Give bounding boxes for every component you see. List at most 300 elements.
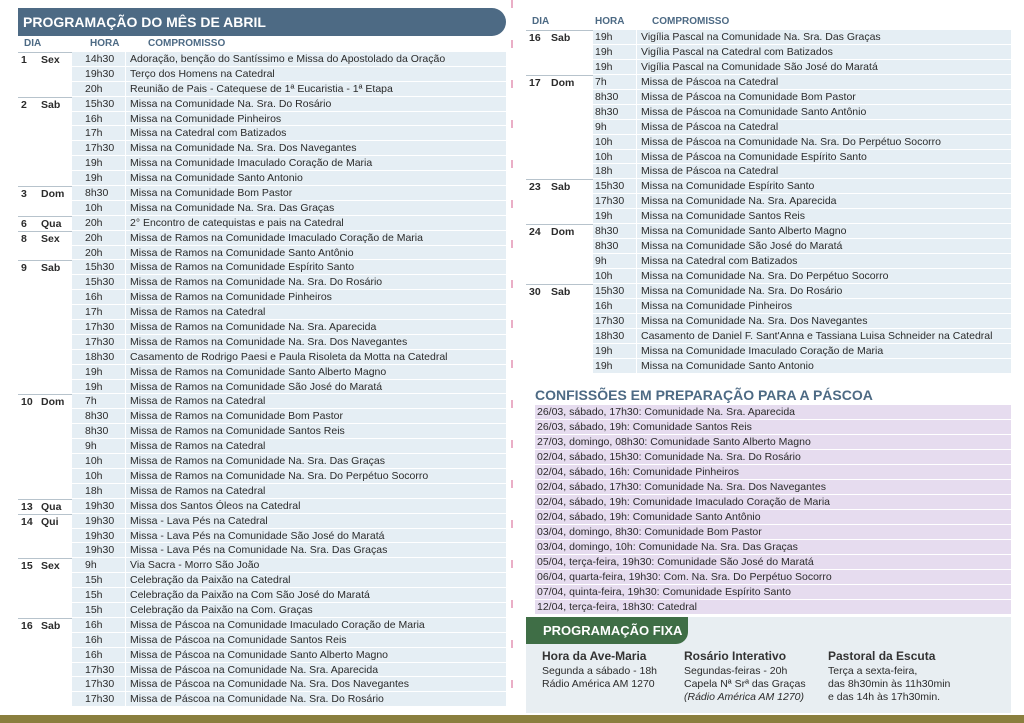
time-cell: 19h [72,156,125,171]
event-cell: Missa na Comunidade Santo Antonio [126,171,506,186]
event-cell: Missa na Comunidade Na. Sra. Dos Navegantes [637,314,1011,329]
day-number [18,67,38,82]
schedule-row [526,299,1011,314]
event-cell: Missa de Ramos na Comunidade Na. Sra. Das Graças [126,454,506,469]
day-name [548,299,593,314]
day-number: 23 [526,179,548,194]
time-cell: 16h [72,618,125,633]
event-cell: Casamento de Daniel F. Sant'Anna e Tassiana Luisa Schneider na Catedral [637,329,1011,344]
time-cell: 16h [72,633,125,648]
schedule-row [526,179,1011,194]
day-number [18,469,38,484]
time-cell: 10h [72,469,125,484]
event-cell: Missa de Páscoa na Comunidade Santo Alberto Magno [126,648,506,663]
confissao-item: 02/04, sábado, 16h: Comunidade Pinheiros [535,465,1011,480]
event-cell: Missa - Lava Pés na Comunidade São José do Maratá [126,529,506,544]
schedule-row [18,52,506,67]
confissao-item: 06/04, quarta-feira, 19h30: Com. Na. Sra. Do Perpétuo Socorro [535,570,1011,585]
schedule-row [526,120,1011,135]
day-name: Sab [38,260,72,275]
day-name [548,105,593,120]
schedule-row [526,224,1011,239]
confissao-item: 26/03, sábado, 19h: Comunidade Santos Reis [535,420,1011,435]
schedule-row [18,469,506,484]
day-name [548,60,593,75]
schedule-row [18,231,506,246]
day-name [38,573,72,588]
day-name [548,164,593,179]
time-cell: 16h [72,290,125,305]
confissao-item: 07/04, quinta-feira, 19h30: Comunidade Espírito Santo [535,585,1011,600]
event-cell: Missa de Ramos na Comunidade São José do Maratá [126,380,506,395]
day-number: 2 [18,97,38,112]
day-number [18,529,38,544]
time-cell: 20h [72,82,125,97]
day-number: 9 [18,260,38,275]
schedule-row [526,239,1011,254]
day-number [526,269,548,284]
time-cell: 15h [72,603,125,618]
day-number: 17 [526,75,548,90]
day-name [38,409,72,424]
schedule-row [526,30,1011,45]
event-cell: Missa de Páscoa na Comunidade Imaculado Coração de Maria [126,618,506,633]
event-cell: Casamento de Rodrigo Paesi e Paula Risoleta da Motta na Catedral [126,350,506,365]
event-cell: Missa na Comunidade Imaculado Coração de Maria [126,156,506,171]
confissao-item: 05/04, terça-feira, 19h30: Comunidade São José do Maratá [535,555,1011,570]
schedule-row [18,365,506,380]
fixa-col-title: Rosário Interativo [684,649,787,663]
time-cell: 18h30 [72,350,125,365]
day-name: Sex [38,558,72,573]
day-number [526,60,548,75]
day-number [18,663,38,678]
header-compromisso: COMPROMISSO [652,16,730,27]
right-rows [526,30,1011,374]
day-number [18,275,38,290]
day-name [38,305,72,320]
schedule-row [18,275,506,290]
time-cell: 15h [72,573,125,588]
schedule-row [526,194,1011,209]
time-cell: 10h [593,269,636,284]
time-cell: 19h [593,30,636,45]
time-cell: 17h30 [72,692,125,707]
day-name [38,424,72,439]
event-cell: Celebração da Paixão na Catedral [126,573,506,588]
day-number [18,484,38,499]
day-name [38,692,72,707]
day-name [548,120,593,135]
day-number [18,126,38,141]
day-name [548,135,593,150]
day-number [18,633,38,648]
day-name [38,484,72,499]
schedule-row [18,603,506,618]
day-number [526,209,548,224]
day-name [38,454,72,469]
schedule-row [526,135,1011,150]
schedule-row [526,105,1011,120]
event-cell: Missa de Ramos na Comunidade Na. Sra. Aparecida [126,320,506,335]
day-name [38,246,72,261]
header-dia: DIA [24,38,42,49]
event-cell: Missa de Páscoa na Catedral [637,75,1011,90]
schedule-header [526,16,1011,30]
schedule-row [18,663,506,678]
time-cell: 10h [72,454,125,469]
header-dia: DIA [532,16,550,27]
day-name: Dom [38,186,72,201]
day-number [526,164,548,179]
fixa-col-line: Segunda a sábado - 18h [542,665,658,677]
day-name [38,350,72,365]
time-cell: 19h [593,344,636,359]
schedule-row [18,558,506,573]
day-number [18,171,38,186]
event-cell: Missa de Páscoa na Comunidade Na. Sra. Aparecida [126,663,506,678]
event-cell: Missa - Lava Pés na Catedral [126,514,506,529]
time-cell: 17h30 [72,320,125,335]
time-cell: 19h30 [72,67,125,82]
day-number [526,254,548,269]
time-cell: 19h [593,209,636,224]
schedule-row [18,335,506,350]
time-cell: 17h30 [72,141,125,156]
schedule-row [18,126,506,141]
event-cell: Missa de Páscoa na Comunidade Santos Reis [126,633,506,648]
schedule-row [18,290,506,305]
event-cell: Vigília Pascal na Catedral com Batizados [637,45,1011,60]
event-cell: Missa de Ramos na Catedral [126,305,506,320]
time-cell: 15h30 [593,179,636,194]
day-name [38,201,72,216]
day-name [38,126,72,141]
page-fold [511,0,513,715]
fixa-col-line: Terça a sexta-feira, [828,665,918,677]
event-cell: Missa na Comunidade Santo Alberto Magno [637,224,1011,239]
event-cell: Missa na Comunidade Na. Sra. Dos Navegantes [126,141,506,156]
day-number [526,239,548,254]
day-name [38,320,72,335]
day-name [38,275,72,290]
schedule-row [18,677,506,692]
day-number [526,194,548,209]
day-number: 16 [18,618,38,633]
schedule-row [18,454,506,469]
schedule-row [18,514,506,529]
event-cell: Celebração da Paixão na Com São José do Maratá [126,588,506,603]
day-number [526,105,548,120]
day-name: Sex [38,52,72,67]
day-number [526,314,548,329]
day-number: 13 [18,499,38,514]
schedule-row [18,409,506,424]
day-number [526,299,548,314]
schedule-row [526,359,1011,374]
schedule-row [18,171,506,186]
schedule-row [526,284,1011,299]
day-name [38,112,72,127]
time-cell: 20h [72,246,125,261]
schedule-row [18,529,506,544]
event-cell: Adoração, benção do Santíssimo e Missa do Apostolado da Oração [126,52,506,67]
event-cell: Missa de Ramos na Comunidade Santo Alberto Magno [126,365,506,380]
schedule-row [18,201,506,216]
event-cell: Missa - Lava Pés na Comunidade Na. Sra. Das Graças [126,543,506,558]
day-number: 15 [18,558,38,573]
schedule-row [526,344,1011,359]
time-cell: 8h30 [72,186,125,201]
event-cell: Missa de Páscoa na Catedral [637,164,1011,179]
event-cell: Missa de Ramos na Comunidade Imaculado Coração de Maria [126,231,506,246]
time-cell: 10h [593,135,636,150]
event-cell: Missa na Comunidade Bom Pastor [126,186,506,201]
day-number [18,305,38,320]
day-name [38,633,72,648]
day-name: Sab [38,618,72,633]
fixa-col-line: Capela Nª Srª das Graças [684,678,806,690]
day-name: Sab [38,97,72,112]
day-number [526,150,548,165]
day-name [38,469,72,484]
schedule-row [18,320,506,335]
fixa-rosario [684,650,806,704]
schedule-row [18,543,506,558]
event-cell: Missa na Comunidade Pinheiros [637,299,1011,314]
day-name [548,150,593,165]
event-cell: Missa na Comunidade Na. Sra. Do Rosário [126,97,506,112]
day-number [18,677,38,692]
schedule-row [18,380,506,395]
schedule-row [18,439,506,454]
event-cell: Missa de Ramos na Comunidade Espírito Santo [126,260,506,275]
event-cell: Missa na Comunidade São José do Maratá [637,239,1011,254]
schedule-row [18,484,506,499]
schedule-row [18,633,506,648]
time-cell: 8h30 [593,239,636,254]
fixa-col-title: Hora da Ave-Maria [542,649,647,663]
time-cell: 7h [72,394,125,409]
day-number [18,335,38,350]
confissoes-list [535,405,1011,615]
time-cell: 8h30 [593,105,636,120]
time-cell: 17h30 [593,194,636,209]
bottom-bar [0,715,1024,723]
programacao-fixa [526,617,1011,713]
day-number [18,141,38,156]
time-cell: 9h [72,558,125,573]
confissao-item: 02/04, sábado, 15h30: Comunidade Na. Sra. Do Rosário [535,450,1011,465]
day-name: Dom [38,394,72,409]
schedule-row [18,67,506,82]
day-name [38,543,72,558]
time-cell: 16h [593,299,636,314]
day-number: 6 [18,216,38,231]
day-number [18,409,38,424]
day-number: 14 [18,514,38,529]
day-name [38,67,72,82]
day-name: Sab [548,284,593,299]
schedule-row [18,246,506,261]
schedule-row [18,573,506,588]
schedule-row [18,305,506,320]
schedule-row [526,209,1011,224]
time-cell: 19h [72,380,125,395]
day-name: Sex [38,231,72,246]
event-cell: Missa de Ramos na Catedral [126,484,506,499]
time-cell: 8h30 [72,409,125,424]
day-name [38,677,72,692]
schedule-row [18,112,506,127]
day-name [548,45,593,60]
day-number [18,82,38,97]
confissoes-title: CONFISSÕES EM PREPARAÇÃO PARA A PÁSCOA [535,387,873,403]
time-cell: 19h30 [72,514,125,529]
day-name [38,290,72,305]
schedule-row [18,97,506,112]
schedule-row [526,45,1011,60]
left-schedule [18,8,506,707]
event-cell: Missa de Ramos na Comunidade Na. Sra. Do Rosário [126,275,506,290]
day-name [38,588,72,603]
confissao-item: 12/04, terça-feira, 18h30: Catedral [535,600,1011,615]
schedule-row [526,329,1011,344]
event-cell: Celebração da Paixão na Com. Graças [126,603,506,618]
time-cell: 17h30 [593,314,636,329]
header-hora: HORA [90,38,120,49]
event-cell: Missa na Comunidade Espírito Santo [637,179,1011,194]
day-number [526,329,548,344]
day-name [38,141,72,156]
day-name [38,439,72,454]
confissao-item: 02/04, sábado, 19h: Comunidade Imaculado Coração de Maria [535,495,1011,510]
schedule-row [18,424,506,439]
time-cell: 19h [72,365,125,380]
time-cell: 17h [72,126,125,141]
confissao-item: 03/04, domingo, 8h30: Comunidade Bom Pastor [535,525,1011,540]
time-cell: 15h30 [72,97,125,112]
schedule-row [18,216,506,231]
time-cell: 17h [72,305,125,320]
schedule-row [18,141,506,156]
time-cell: 17h30 [72,335,125,350]
schedule-row [18,394,506,409]
schedule-row [18,588,506,603]
day-number [18,380,38,395]
day-number: 1 [18,52,38,67]
header-hora: HORA [595,16,625,27]
fixa-pastoral-escuta [828,650,950,704]
time-cell: 15h30 [72,260,125,275]
day-number [18,603,38,618]
day-name: Dom [548,224,593,239]
event-cell: Missa de Ramos na Comunidade Bom Pastor [126,409,506,424]
day-name: Sab [548,30,593,45]
event-cell: Vigília Pascal na Comunidade Na. Sra. Das Graças [637,30,1011,45]
fixa-col-line: (Rádio América AM 1270) [684,691,805,703]
day-name: Qui [38,514,72,529]
day-number [18,246,38,261]
time-cell: 9h [593,120,636,135]
time-cell: 20h [72,231,125,246]
time-cell: 18h30 [593,329,636,344]
time-cell: 14h30 [72,52,125,67]
time-cell: 19h30 [72,543,125,558]
confissao-item: 27/03, domingo, 08h30: Comunidade Santo Alberto Magno [535,435,1011,450]
schedule-row [18,648,506,663]
event-cell: Missa de Páscoa na Catedral [637,120,1011,135]
time-cell: 8h30 [593,90,636,105]
day-name [38,663,72,678]
day-number [18,424,38,439]
time-cell: 15h30 [593,284,636,299]
day-number [526,359,548,374]
day-number [18,439,38,454]
day-name [38,171,72,186]
day-name [38,335,72,350]
event-cell: Missa de Páscoa na Comunidade Na. Sra. Do Rosário [126,692,506,707]
fixa-col-line: e das 14h às 17h30min. [828,691,941,703]
day-number: 24 [526,224,548,239]
day-number [18,365,38,380]
confissao-item: 02/04, sábado, 19h: Comunidade Santo Antônio [535,510,1011,525]
header-compromisso: COMPROMISSO [148,38,226,49]
event-cell: Via Sacra - Morro São João [126,558,506,573]
event-cell: Missa de Páscoa na Comunidade Santo Antônio [637,105,1011,120]
month-title: PROGRAMAÇÃO DO MÊS DE ABRIL [18,8,506,36]
schedule-row [526,90,1011,105]
time-cell: 16h [72,648,125,663]
fixa-col-line: das 8h30min às 11h30min [828,678,951,690]
day-number [18,290,38,305]
confissao-item: 02/04, sábado, 17h30: Comunidade Na. Sra. Dos Navegantes [535,480,1011,495]
day-number [18,648,38,663]
schedule-row [18,499,506,514]
time-cell: 10h [72,201,125,216]
event-cell: Missa na Comunidade Santos Reis [637,209,1011,224]
day-number: 8 [18,231,38,246]
schedule-header [18,38,506,52]
event-cell: Missa na Comunidade Na. Sra. Das Graças [126,201,506,216]
event-cell: Missa de Ramos na Comunidade Santo Antônio [126,246,506,261]
day-name: Qua [38,216,72,231]
event-cell: Missa de Ramos na Catedral [126,394,506,409]
programacao-fixa-title: PROGRAMAÇÃO FIXA [526,617,688,644]
time-cell: 9h [72,439,125,454]
day-number [18,320,38,335]
schedule-row [526,314,1011,329]
day-number: 3 [18,186,38,201]
day-name [548,209,593,224]
schedule-row [526,254,1011,269]
time-cell: 16h [72,112,125,127]
schedule-row [18,82,506,97]
time-cell: 9h [593,254,636,269]
time-cell: 19h [593,45,636,60]
day-number [18,692,38,707]
day-number: 16 [526,30,548,45]
day-number [18,350,38,365]
day-number [18,573,38,588]
event-cell: Missa de Páscoa na Comunidade Bom Pastor [637,90,1011,105]
day-number [526,120,548,135]
time-cell: 7h [593,75,636,90]
event-cell: Missa dos Santos Óleos na Catedral [126,499,506,514]
day-number [526,45,548,60]
day-number [18,112,38,127]
event-cell: Missa na Comunidade Na. Sra. Do Rosário [637,284,1011,299]
